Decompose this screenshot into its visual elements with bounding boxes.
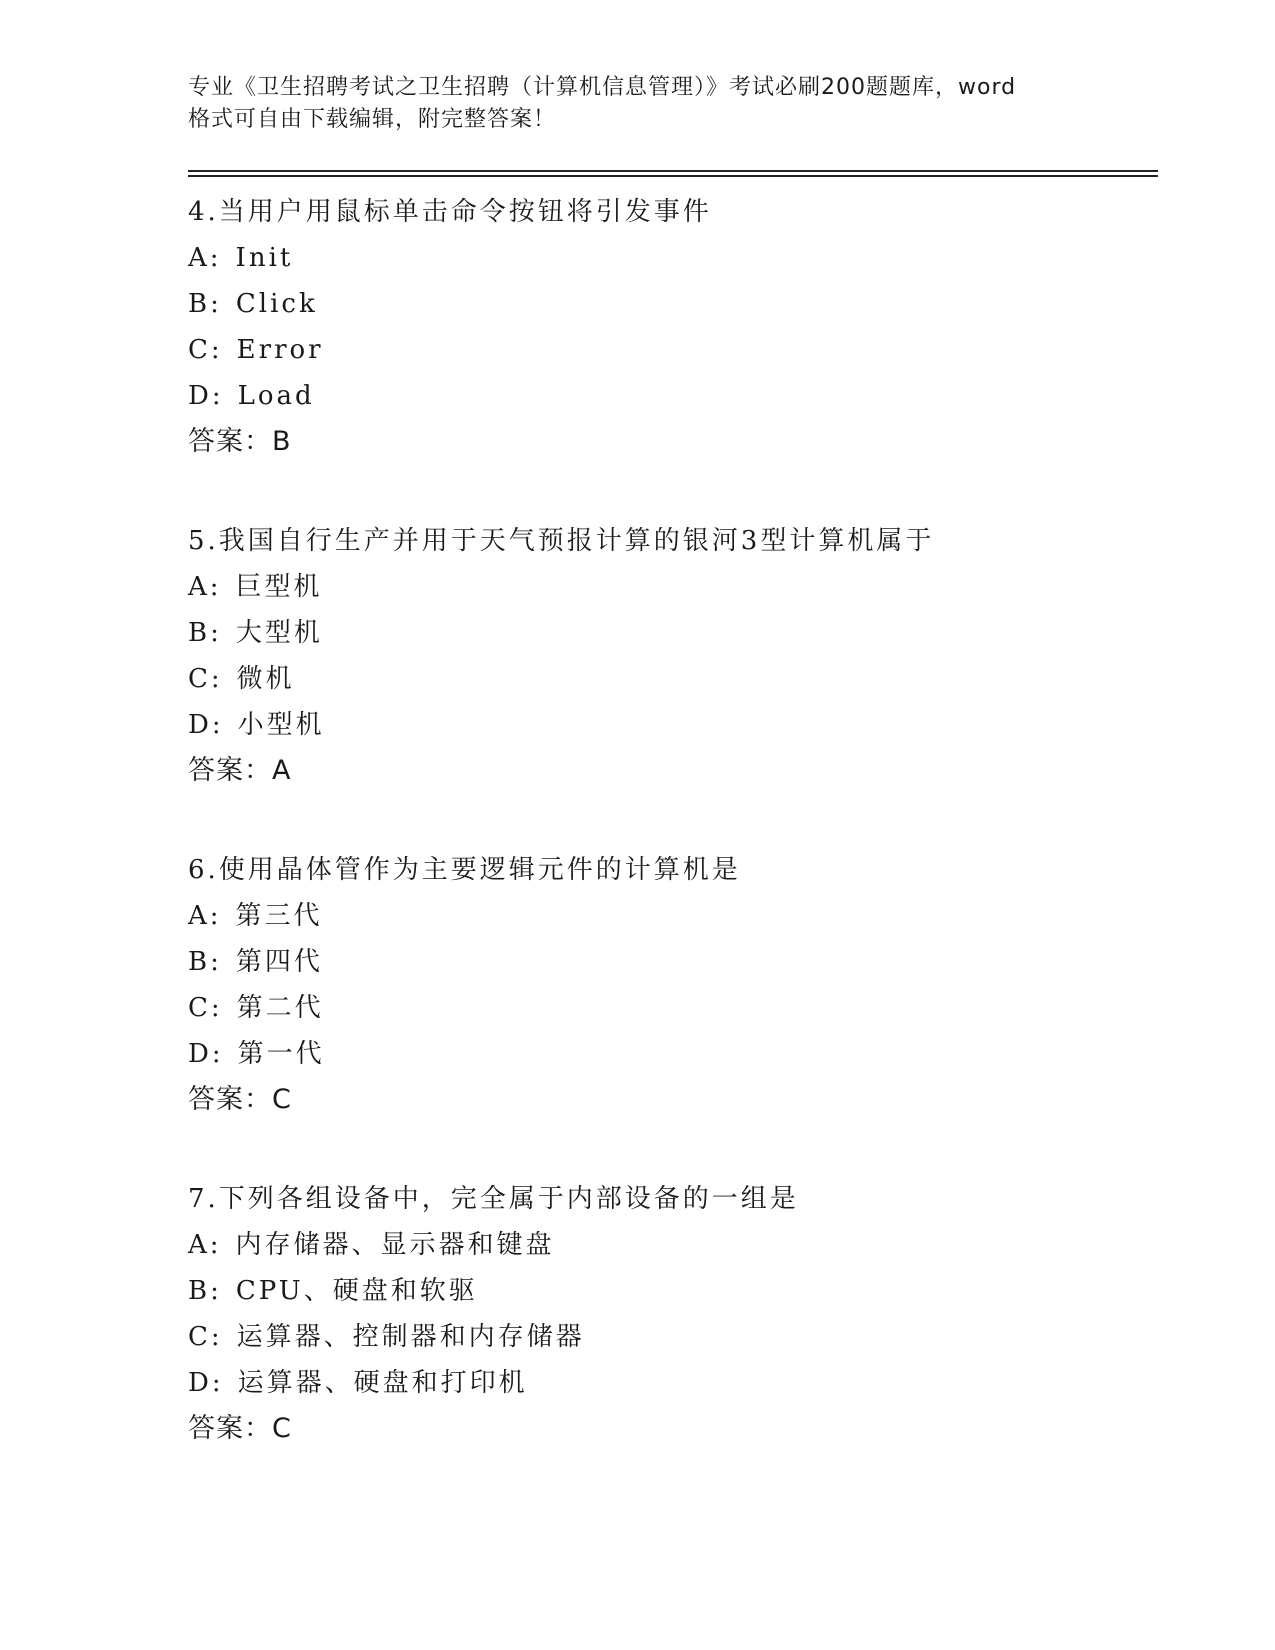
question-stem: 6.使用晶体管作为主要逻辑元件的计算机是 [188, 855, 741, 885]
option-letter: B: [188, 1276, 222, 1306]
option-letter: C: [188, 1322, 223, 1352]
answer-line: 答案：B [188, 426, 292, 457]
option-d [188, 1360, 1168, 1406]
answer-line: 答案：C [188, 1084, 292, 1115]
option-text: 小型机 [237, 710, 325, 740]
option-text: 第一代 [237, 1039, 325, 1069]
option-d [188, 1031, 1168, 1077]
document-page [188, 72, 1168, 1505]
question-stem: 7.下列各组设备中，完全属于内部设备的一组是 [188, 1184, 799, 1214]
option-text: Load [237, 381, 315, 411]
option-letter: A: [188, 901, 222, 931]
question-stem: 5.我国自行生产并用于天气预报计算的银河3型计算机属于 [188, 526, 935, 556]
option-text: 大型机 [235, 618, 323, 648]
header-line-1: 专业《卫生招聘考试之卫生招聘（计算机信息管理）》考试必刷200题题库，word [188, 75, 1017, 100]
option-letter: A: [188, 243, 222, 273]
option-letter: C: [188, 993, 223, 1023]
option-letter: A: [188, 572, 222, 602]
option-text: 微机 [236, 664, 295, 694]
option-a [188, 893, 1168, 939]
option-text: 第二代 [236, 993, 324, 1023]
option-b [188, 939, 1168, 985]
option-letter: B: [188, 618, 222, 648]
header-divider [188, 170, 1158, 177]
option-letter: D: [188, 1039, 224, 1069]
option-text: Error [236, 335, 324, 365]
option-c [188, 327, 1168, 373]
option-letter: C: [188, 335, 223, 365]
question-stem: 4.当用户用鼠标单击命令按钮将引发事件 [188, 197, 712, 227]
option-text: 巨型机 [235, 572, 323, 602]
option-a [188, 235, 1168, 281]
question-6 [188, 847, 1168, 1123]
question-5 [188, 518, 1168, 794]
option-c [188, 1314, 1168, 1360]
answer-line: 答案：C [188, 1413, 292, 1444]
option-a [188, 564, 1168, 610]
option-text: Init [235, 243, 294, 273]
option-text: Click [235, 289, 318, 319]
divider-line-bottom [188, 175, 1158, 177]
header-line-2: 格式可自由下载编辑，附完整答案！ [188, 107, 557, 132]
question-list [188, 189, 1168, 1452]
option-letter: D: [188, 1368, 224, 1398]
option-c [188, 656, 1168, 702]
option-text: 运算器、硬盘和打印机 [237, 1368, 528, 1398]
option-letter: B: [188, 947, 222, 977]
question-7 [188, 1176, 1168, 1452]
option-a [188, 1222, 1168, 1268]
option-d [188, 702, 1168, 748]
option-b [188, 281, 1168, 327]
divider-line-top [188, 170, 1158, 172]
document-header [188, 72, 1088, 136]
option-letter: A: [188, 1230, 222, 1260]
answer-line: 答案：A [188, 755, 292, 786]
option-text: 第四代 [235, 947, 323, 977]
option-text: CPU、硬盘和软驱 [235, 1276, 478, 1306]
option-letter: C: [188, 664, 223, 694]
option-c [188, 985, 1168, 1031]
option-text: 运算器、控制器和内存储器 [236, 1322, 585, 1352]
option-d [188, 373, 1168, 419]
option-b [188, 1268, 1168, 1314]
option-letter: D: [188, 710, 224, 740]
option-letter: B: [188, 289, 222, 319]
question-4 [188, 189, 1168, 465]
option-letter: D: [188, 381, 224, 411]
option-text: 第三代 [235, 901, 323, 931]
option-b [188, 610, 1168, 656]
option-text: 内存储器、显示器和键盘 [235, 1230, 555, 1260]
